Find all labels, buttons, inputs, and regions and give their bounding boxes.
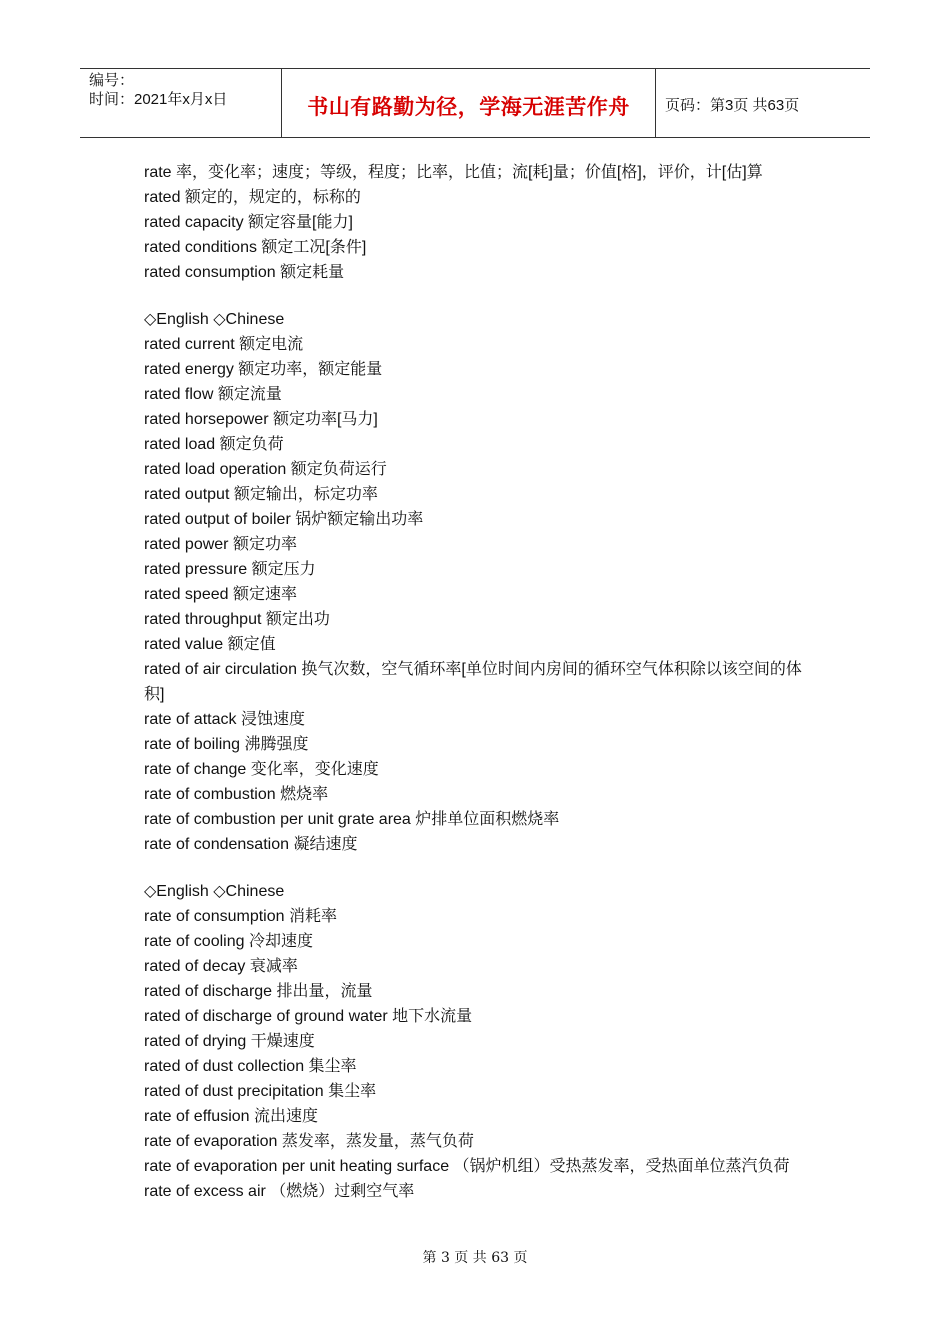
glossary-entry: rate of boiling 沸腾强度 (144, 736, 309, 753)
header-motto: 书山有路勤为径，学海无涯苦作舟 (307, 96, 630, 119)
glossary-entry: rated value 额定值 (144, 636, 276, 653)
glossary-entry: rated flow 额定流量 (144, 386, 282, 403)
glossary-entry: rated of discharge 排出量，流量 (144, 983, 373, 1000)
glossary-entry: rate of excess air （燃烧）过剩空气率 (144, 1183, 415, 1200)
document-number-label: 编号： (89, 72, 135, 89)
glossary-entry: rated of discharge of ground water 地下水流量 (144, 1008, 473, 1025)
glossary-entry: rated of air circulation 换气次数，空气循环率[单位时间内房间的循环空气体积除以该空间的体积] (144, 661, 802, 703)
glossary-entry: rate of combustion 燃烧率 (144, 786, 329, 803)
glossary-entry: rated of decay 衰减率 (144, 958, 298, 975)
header-page-cell (655, 69, 870, 137)
section-heading: ◇English ◇Chinese (144, 311, 285, 328)
glossary-entry: rate of combustion per unit grate area 炉排单位面积燃烧率 (144, 811, 560, 828)
glossary-entry: rate 率，变化率；速度；等级，程度；比率，比值；流[耗]量；价值[格]，评价，计[估]算 (144, 164, 763, 181)
glossary-entry: rated pressure 额定压力 (144, 561, 316, 578)
glossary-entry: rate of condensation 凝结速度 (144, 836, 358, 853)
glossary-entry: rated horsepower 额定功率[马力] (144, 411, 378, 428)
section-spacer (144, 285, 814, 307)
glossary-entry: rated speed 额定速率 (144, 586, 297, 603)
glossary-entry: rated output 额定输出，标定功率 (144, 486, 378, 503)
glossary-entry: rated capacity 额定容量[能力] (144, 214, 353, 231)
glossary-entry: rated of drying 干燥速度 (144, 1033, 315, 1050)
header-page-code: 页码：第3页 共63页 (665, 97, 800, 114)
document-header (80, 68, 870, 138)
glossary-entry: rated power 额定功率 (144, 536, 297, 553)
glossary-entry: rate of cooling 冷却速度 (144, 933, 313, 950)
glossary-body (144, 160, 814, 1204)
glossary-entry: rate of change 变化率，变化速度 (144, 761, 379, 778)
page-footer: 第 3 页 共 63 页 (422, 1250, 528, 1266)
glossary-entry: rate of attack 浸蚀速度 (144, 711, 305, 728)
glossary-entry: rate of effusion 流出速度 (144, 1108, 319, 1125)
header-info-cell (80, 69, 281, 137)
header-motto-cell (281, 69, 656, 137)
document-date-label: 时间：2021年x月x日 (89, 91, 228, 108)
glossary-entry: rated 额定的，规定的，标称的 (144, 189, 361, 206)
glossary-entry: rated current 额定电流 (144, 336, 304, 353)
glossary-entry: rate of evaporation 蒸发率，蒸发量，蒸气负荷 (144, 1133, 474, 1150)
section-spacer (144, 857, 814, 879)
glossary-entry: rated throughput 额定出功 (144, 611, 330, 628)
glossary-entry: rated energy 额定功率，额定能量 (144, 361, 383, 378)
glossary-entry: rate of consumption 消耗率 (144, 908, 337, 925)
glossary-entry: rated conditions 额定工况[条件] (144, 239, 367, 256)
glossary-entry: rate of evaporation per unit heating surface （锅炉机组）受热蒸发率，受热面单位蒸汽负荷 (144, 1158, 790, 1175)
glossary-entry: rated of dust collection 集尘率 (144, 1058, 357, 1075)
glossary-entry: rated load 额定负荷 (144, 436, 284, 453)
glossary-entry: rated load operation 额定负荷运行 (144, 461, 387, 478)
glossary-entry: rated output of boiler 锅炉额定输出功率 (144, 511, 424, 528)
section-heading: ◇English ◇Chinese (144, 883, 285, 900)
glossary-entry: rated consumption 额定耗量 (144, 264, 345, 281)
glossary-entry: rated of dust precipitation 集尘率 (144, 1083, 377, 1100)
